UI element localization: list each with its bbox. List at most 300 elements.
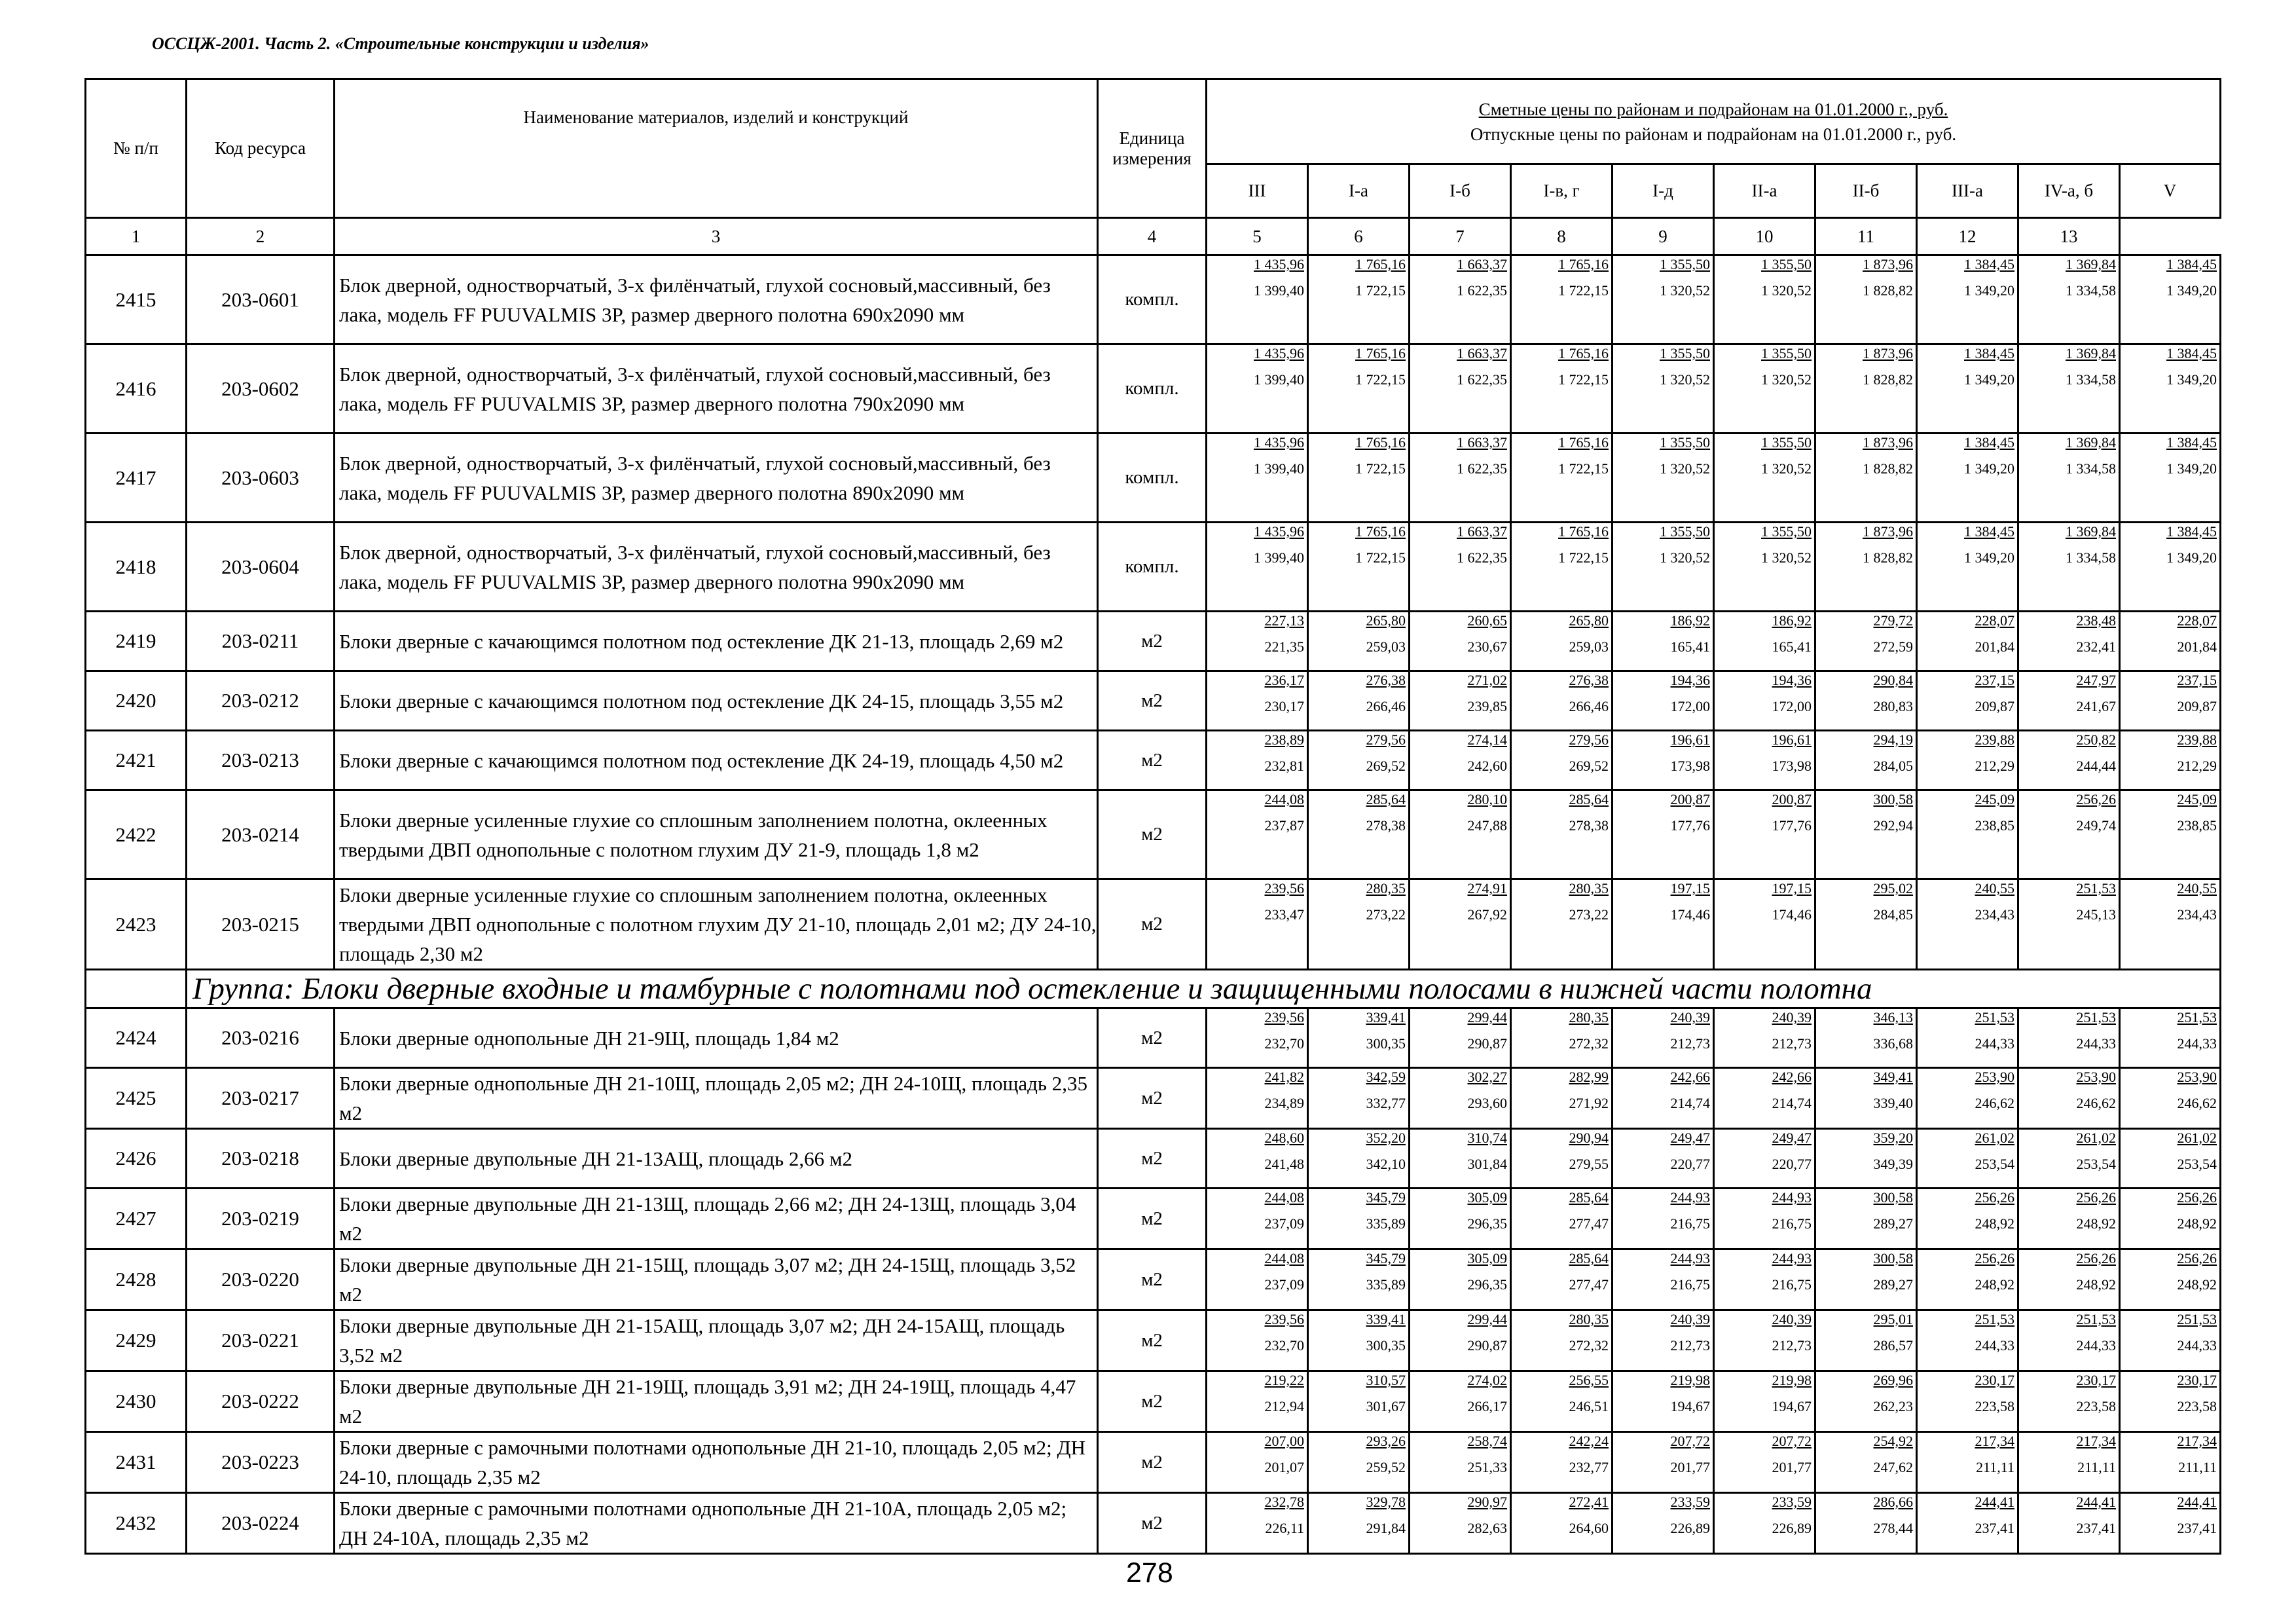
price-cell xyxy=(1207,344,1308,434)
price-cell xyxy=(2120,790,2221,879)
estimate-price: 295,01 xyxy=(1873,1311,1913,1327)
release-price: 253,54 xyxy=(2177,1156,2217,1172)
table-row xyxy=(86,1189,2221,1249)
estimate-price: 1 355,50 xyxy=(1761,434,1812,451)
estimate-price: 352,20 xyxy=(1366,1130,1406,1146)
estimate-price: 290,84 xyxy=(1873,672,1913,688)
estimate-price: 1 663,37 xyxy=(1457,345,1507,361)
price-cell xyxy=(1308,1008,1410,1068)
resource-code: 203-0217 xyxy=(187,1068,335,1129)
release-price: 1 320,52 xyxy=(1660,549,1710,566)
release-price: 253,54 xyxy=(1975,1156,2014,1172)
release-price: 234,89 xyxy=(1264,1095,1304,1111)
price-cell xyxy=(1511,671,1613,731)
release-price: 282,63 xyxy=(1467,1520,1507,1536)
estimate-price: 1 435,96 xyxy=(1254,434,1304,451)
estimate-price: 228,07 xyxy=(2177,612,2217,629)
item-name: Блок дверной, одностворчатый, 3-х филёнчатый, глухой сосновый,массивный, без лака, модель FF PUUVALMIS 3P, размер дверного полотна 890х2090 мм xyxy=(335,434,1098,523)
price-cell xyxy=(1613,731,1714,790)
estimate-price: 240,55 xyxy=(1975,880,2014,896)
resource-code: 203-0213 xyxy=(187,731,335,790)
region-header: I-б xyxy=(1410,164,1511,218)
release-price: 211,11 xyxy=(1976,1459,2014,1475)
row-number: 2426 xyxy=(86,1129,187,1189)
row-number: 2430 xyxy=(86,1371,187,1432)
release-price: 212,73 xyxy=(1670,1035,1710,1052)
price-cell xyxy=(1815,671,1917,731)
estimate-price: 256,55 xyxy=(1569,1372,1609,1388)
estimate-price: 349,41 xyxy=(1873,1069,1913,1085)
release-price: 237,09 xyxy=(1264,1215,1304,1232)
estimate-price: 256,26 xyxy=(1975,1250,2014,1266)
release-price: 237,41 xyxy=(2177,1520,2217,1536)
estimate-price: 253,90 xyxy=(1975,1069,2014,1085)
price-cell xyxy=(1308,790,1410,879)
estimate-price: 196,61 xyxy=(1772,731,1812,748)
estimate-price: 310,57 xyxy=(1366,1372,1406,1388)
price-cell xyxy=(1207,1432,1308,1493)
row-number: 2431 xyxy=(86,1432,187,1493)
release-price: 1 722,15 xyxy=(1558,282,1609,299)
col-header-num: № п/п xyxy=(86,79,187,218)
estimate-price: 1 384,45 xyxy=(2166,345,2217,361)
estimate-price: 1 384,45 xyxy=(1964,345,2014,361)
column-number: 9 xyxy=(1613,218,1714,255)
price-cell xyxy=(1613,523,1714,612)
price-cell xyxy=(1613,1432,1714,1493)
price-cell xyxy=(1917,879,2018,970)
price-cell xyxy=(1410,523,1511,612)
estimate-price: 1 765,16 xyxy=(1355,256,1406,272)
estimate-price: 280,10 xyxy=(1467,791,1507,807)
row-number: 2417 xyxy=(86,434,187,523)
price-cell xyxy=(1511,1371,1613,1432)
release-price: 1 320,52 xyxy=(1761,371,1812,388)
release-price: 194,67 xyxy=(1670,1398,1710,1414)
release-price: 244,33 xyxy=(2177,1035,2217,1052)
release-price: 1 828,82 xyxy=(1863,549,1913,566)
col-header-name: Наименование материалов, изделий и конструкций xyxy=(335,79,1098,218)
price-cell xyxy=(2120,1129,2221,1189)
release-price: 209,87 xyxy=(1975,698,2014,714)
estimate-price: 1 435,96 xyxy=(1254,345,1304,361)
price-cell xyxy=(1207,1310,1308,1371)
unit-of-measure: м2 xyxy=(1098,1008,1207,1068)
estimate-price: 272,41 xyxy=(1569,1494,1609,1510)
price-cell xyxy=(1815,1371,1917,1432)
price-cell xyxy=(1511,1432,1613,1493)
unit-of-measure: м2 xyxy=(1098,1493,1207,1554)
estimate-price: 1 765,16 xyxy=(1355,345,1406,361)
price-cell xyxy=(1410,790,1511,879)
price-cell xyxy=(1815,1432,1917,1493)
release-price: 246,62 xyxy=(1975,1095,2014,1111)
region-header: III-а xyxy=(1917,164,2018,218)
release-price: 267,92 xyxy=(1467,906,1507,923)
estimate-price: 207,72 xyxy=(1772,1433,1812,1449)
price-cell xyxy=(1308,255,1410,344)
release-price: 1 349,20 xyxy=(1964,460,2014,477)
release-price: 1 349,20 xyxy=(1964,549,2014,566)
price-cell xyxy=(1613,1068,1714,1129)
price-cell xyxy=(1815,731,1917,790)
price-cell xyxy=(1308,1371,1410,1432)
release-price: 238,85 xyxy=(2177,817,2217,834)
price-cell xyxy=(1207,434,1308,523)
estimate-price: 1 873,96 xyxy=(1863,434,1913,451)
release-price: 296,35 xyxy=(1467,1215,1507,1232)
price-cell xyxy=(1410,1432,1511,1493)
release-price: 293,60 xyxy=(1467,1095,1507,1111)
estimate-price: 239,56 xyxy=(1264,880,1304,896)
item-name: Блоки дверные усиленные глухие со сплошным заполнением полотна, оклеенных твердыми ДВП однопольные с полотном глухим ДУ 21-9, площадь 1,8 м2 xyxy=(335,790,1098,879)
release-price: 1 334,58 xyxy=(2066,460,2116,477)
price-cell xyxy=(1714,344,1815,434)
unit-of-measure: м2 xyxy=(1098,1068,1207,1129)
release-price: 214,74 xyxy=(1670,1095,1710,1111)
estimate-price: 251,53 xyxy=(2076,1311,2116,1327)
release-price: 251,33 xyxy=(1467,1459,1507,1475)
region-header: I-д xyxy=(1613,164,1714,218)
estimate-price: 217,34 xyxy=(2177,1433,2217,1449)
release-price: 290,87 xyxy=(1467,1337,1507,1354)
estimate-price: 256,26 xyxy=(2177,1250,2217,1266)
estimate-price: 228,07 xyxy=(1975,612,2014,629)
estimate-price: 1 384,45 xyxy=(1964,434,2014,451)
price-cell xyxy=(1917,523,2018,612)
estimate-price: 302,27 xyxy=(1467,1069,1507,1085)
resource-code: 203-0222 xyxy=(187,1371,335,1432)
price-cell xyxy=(1815,434,1917,523)
estimate-price: 342,59 xyxy=(1366,1069,1406,1085)
price-cell xyxy=(1207,1008,1308,1068)
price-cell xyxy=(1815,1008,1917,1068)
release-price: 1 722,15 xyxy=(1558,460,1609,477)
estimate-price: 1 355,50 xyxy=(1761,345,1812,361)
price-cell xyxy=(1613,1249,1714,1310)
price-cell xyxy=(1207,790,1308,879)
estimate-price: 260,65 xyxy=(1467,612,1507,629)
price-cell xyxy=(1207,879,1308,970)
estimate-price: 1 355,50 xyxy=(1761,523,1812,540)
column-number: 11 xyxy=(1815,218,1917,255)
price-cell xyxy=(1511,434,1613,523)
item-name: Блоки дверные двупольные ДН 21-13Щ, площадь 2,66 м2; ДН 24-13Щ, площадь 3,04 м2 xyxy=(335,1189,1098,1249)
item-name: Блоки дверные с качающимся полотном под остекление ДК 21-13, площадь 2,69 м2 xyxy=(335,612,1098,671)
estimate-price: 1 355,50 xyxy=(1660,523,1710,540)
prices-title-release: Отпускные цены по районам и подрайонам на 01.01.2000 г., руб. xyxy=(1470,124,1957,144)
release-price: 1 622,35 xyxy=(1457,371,1507,388)
estimate-price: 244,41 xyxy=(2076,1494,2116,1510)
row-number: 2423 xyxy=(86,879,187,970)
price-cell xyxy=(1613,1129,1714,1189)
estimate-price: 295,02 xyxy=(1873,880,1913,896)
price-cell xyxy=(1511,731,1613,790)
estimate-price: 1 873,96 xyxy=(1863,345,1913,361)
estimate-price: 282,99 xyxy=(1569,1069,1609,1085)
estimate-price: 200,87 xyxy=(1772,791,1812,807)
column-number: 1 xyxy=(86,218,187,255)
estimate-price: 269,96 xyxy=(1873,1372,1913,1388)
estimate-price: 310,74 xyxy=(1467,1130,1507,1146)
price-cell xyxy=(2018,1310,2120,1371)
release-price: 216,75 xyxy=(1772,1215,1812,1232)
unit-of-measure: м2 xyxy=(1098,1310,1207,1371)
price-cell xyxy=(1308,1129,1410,1189)
price-cell xyxy=(1917,1493,2018,1554)
release-price: 244,33 xyxy=(2076,1035,2116,1052)
estimate-price: 256,26 xyxy=(1975,1189,2014,1206)
release-price: 247,62 xyxy=(1873,1459,1913,1475)
release-price: 201,84 xyxy=(1975,638,2014,655)
estimate-price: 271,02 xyxy=(1467,672,1507,688)
table-row xyxy=(86,612,2221,671)
estimate-price: 245,09 xyxy=(1975,791,2014,807)
item-name: Блоки дверные с рамочными полотнами однопольные ДН 21-10А, площадь 2,05 м2; ДН 24-10А, площадь 2,35 м2 xyxy=(335,1493,1098,1554)
price-cell xyxy=(2018,255,2120,344)
estimate-price: 265,80 xyxy=(1569,612,1609,629)
estimate-price: 219,98 xyxy=(1772,1372,1812,1388)
price-cell xyxy=(1308,731,1410,790)
estimate-price: 254,92 xyxy=(1873,1433,1913,1449)
price-cell xyxy=(1613,1008,1714,1068)
release-price: 241,67 xyxy=(2076,698,2116,714)
release-price: 173,98 xyxy=(1670,758,1710,774)
group-title: Группа: Блоки дверные входные и тамбурные с полотнами под остекление и защищенными полосами в нижней части полотна xyxy=(187,970,2221,1008)
release-price: 259,03 xyxy=(1366,638,1406,655)
estimate-price: 346,13 xyxy=(1873,1009,1913,1025)
price-cell xyxy=(1917,1371,2018,1432)
price-cell xyxy=(2018,1432,2120,1493)
estimate-price: 186,92 xyxy=(1670,612,1710,629)
resource-code: 203-0215 xyxy=(187,879,335,970)
region-header: III xyxy=(1207,164,1308,218)
estimate-price: 240,39 xyxy=(1772,1311,1812,1327)
region-header: V xyxy=(2120,164,2221,218)
release-price: 1 320,52 xyxy=(1660,371,1710,388)
estimate-price: 1 435,96 xyxy=(1254,256,1304,272)
estimate-price: 197,15 xyxy=(1670,880,1710,896)
release-price: 284,05 xyxy=(1873,758,1913,774)
estimate-price: 286,66 xyxy=(1873,1494,1913,1510)
estimate-price: 242,66 xyxy=(1772,1069,1812,1085)
estimate-price: 293,26 xyxy=(1366,1433,1406,1449)
estimate-price: 251,53 xyxy=(2076,1009,2116,1025)
estimate-price: 245,09 xyxy=(2177,791,2217,807)
estimate-price: 241,82 xyxy=(1264,1069,1304,1085)
estimate-price: 230,17 xyxy=(2177,1372,2217,1388)
resource-code: 203-0211 xyxy=(187,612,335,671)
estimate-price: 240,39 xyxy=(1772,1009,1812,1025)
price-cell xyxy=(2120,1371,2221,1432)
release-price: 1 722,15 xyxy=(1355,460,1406,477)
release-price: 1 349,20 xyxy=(2166,282,2217,299)
row-number: 2418 xyxy=(86,523,187,612)
estimate-price: 1 765,16 xyxy=(1558,523,1609,540)
prices-title-estimate: Сметные цены по районам и подрайонам на 01.01.2000 г., руб. xyxy=(1478,99,1948,119)
table-row xyxy=(86,879,2221,970)
resource-code: 203-0219 xyxy=(187,1189,335,1249)
price-cell xyxy=(1308,671,1410,731)
price-cell xyxy=(1410,1493,1511,1554)
estimate-price: 251,53 xyxy=(2177,1311,2217,1327)
region-header: I-а xyxy=(1308,164,1410,218)
price-cell xyxy=(1511,879,1613,970)
release-price: 290,87 xyxy=(1467,1035,1507,1052)
price-cell xyxy=(1917,612,2018,671)
estimate-price: 251,53 xyxy=(2076,880,2116,896)
release-price: 226,11 xyxy=(1265,1520,1304,1536)
row-number: 2425 xyxy=(86,1068,187,1129)
price-cell xyxy=(1613,1493,1714,1554)
price-cell xyxy=(1815,1189,1917,1249)
price-cell xyxy=(1207,1068,1308,1129)
estimate-price: 1 765,16 xyxy=(1355,434,1406,451)
estimate-price: 261,02 xyxy=(1975,1130,2014,1146)
price-cell xyxy=(1917,790,2018,879)
table-row xyxy=(86,1371,2221,1432)
estimate-price: 244,08 xyxy=(1264,1189,1304,1206)
price-cell xyxy=(1613,1189,1714,1249)
unit-of-measure: компл. xyxy=(1098,344,1207,434)
estimate-price: 248,60 xyxy=(1264,1130,1304,1146)
estimate-price: 300,58 xyxy=(1873,1189,1913,1206)
estimate-price: 1 765,16 xyxy=(1558,434,1609,451)
table-row xyxy=(86,1249,2221,1310)
estimate-price: 256,26 xyxy=(2076,1250,2116,1266)
price-cell xyxy=(1714,1249,1815,1310)
unit-of-measure: м2 xyxy=(1098,1432,1207,1493)
estimate-price: 244,08 xyxy=(1264,1250,1304,1266)
release-price: 245,13 xyxy=(2076,906,2116,923)
release-price: 246,51 xyxy=(1569,1398,1609,1414)
price-cell xyxy=(1207,1371,1308,1432)
estimate-price: 1 765,16 xyxy=(1558,256,1609,272)
release-price: 237,41 xyxy=(2076,1520,2116,1536)
resource-code: 203-0214 xyxy=(187,790,335,879)
release-price: 277,47 xyxy=(1569,1215,1609,1232)
release-price: 1 399,40 xyxy=(1254,460,1304,477)
price-cell xyxy=(1714,1371,1815,1432)
release-price: 266,46 xyxy=(1569,698,1609,714)
release-price: 278,44 xyxy=(1873,1520,1913,1536)
table-row xyxy=(86,1493,2221,1554)
resource-code: 203-0604 xyxy=(187,523,335,612)
release-price: 177,76 xyxy=(1670,817,1710,834)
release-price: 214,74 xyxy=(1772,1095,1812,1111)
price-cell xyxy=(1917,344,2018,434)
release-price: 216,75 xyxy=(1670,1276,1710,1293)
release-price: 246,62 xyxy=(2076,1095,2116,1111)
estimate-price: 194,36 xyxy=(1670,672,1710,688)
estimate-price: 1 663,37 xyxy=(1457,523,1507,540)
price-cell xyxy=(2120,612,2221,671)
release-price: 289,27 xyxy=(1873,1215,1913,1232)
release-price: 339,40 xyxy=(1873,1095,1913,1111)
release-price: 1 399,40 xyxy=(1254,282,1304,299)
price-cell xyxy=(1207,1189,1308,1249)
release-price: 233,47 xyxy=(1264,906,1304,923)
price-cell xyxy=(2120,1008,2221,1068)
row-number: 2415 xyxy=(86,255,187,344)
estimate-price: 359,20 xyxy=(1873,1130,1913,1146)
estimate-price: 256,26 xyxy=(2076,791,2116,807)
price-cell xyxy=(2018,523,2120,612)
price-cell xyxy=(1714,731,1815,790)
estimate-price: 232,78 xyxy=(1264,1494,1304,1510)
price-cell xyxy=(2120,1493,2221,1554)
estimate-price: 236,17 xyxy=(1264,672,1304,688)
price-cell xyxy=(2018,1371,2120,1432)
release-price: 349,39 xyxy=(1873,1156,1913,1172)
price-cell xyxy=(1511,523,1613,612)
price-cell xyxy=(1815,612,1917,671)
unit-of-measure: м2 xyxy=(1098,671,1207,731)
release-price: 244,33 xyxy=(1975,1337,2014,1354)
release-price: 165,41 xyxy=(1670,638,1710,655)
estimate-price: 1 369,84 xyxy=(2066,523,2116,540)
price-cell xyxy=(2120,434,2221,523)
row-number: 2428 xyxy=(86,1249,187,1310)
estimate-price: 194,36 xyxy=(1772,672,1812,688)
release-price: 300,35 xyxy=(1366,1337,1406,1354)
estimate-price: 250,82 xyxy=(2076,731,2116,748)
estimate-price: 238,89 xyxy=(1264,731,1304,748)
price-cell xyxy=(1815,523,1917,612)
column-number: 10 xyxy=(1714,218,1815,255)
estimate-price: 219,98 xyxy=(1670,1372,1710,1388)
price-cell xyxy=(1917,1068,2018,1129)
estimate-price: 274,91 xyxy=(1467,880,1507,896)
release-price: 212,29 xyxy=(1975,758,2014,774)
estimate-price: 345,79 xyxy=(1366,1250,1406,1266)
estimate-price: 244,93 xyxy=(1772,1250,1812,1266)
estimate-price: 244,93 xyxy=(1772,1189,1812,1206)
price-cell xyxy=(1917,731,2018,790)
col-header-code: Код ресурса xyxy=(187,79,335,218)
estimate-price: 1 765,16 xyxy=(1558,345,1609,361)
release-price: 232,81 xyxy=(1264,758,1304,774)
release-price: 201,77 xyxy=(1670,1459,1710,1475)
estimate-price: 1 369,84 xyxy=(2066,434,2116,451)
price-cell xyxy=(1308,523,1410,612)
price-cell xyxy=(2018,731,2120,790)
price-cell xyxy=(1410,434,1511,523)
row-number: 2420 xyxy=(86,671,187,731)
estimate-price: 253,90 xyxy=(2076,1069,2116,1085)
release-price: 242,60 xyxy=(1467,758,1507,774)
release-price: 262,23 xyxy=(1873,1398,1913,1414)
estimate-price: 290,94 xyxy=(1569,1130,1609,1146)
price-cell xyxy=(2018,434,2120,523)
release-price: 174,46 xyxy=(1772,906,1812,923)
estimate-price: 265,80 xyxy=(1366,612,1406,629)
release-price: 237,09 xyxy=(1264,1276,1304,1293)
release-price: 248,92 xyxy=(1975,1215,2014,1232)
estimate-price: 274,02 xyxy=(1467,1372,1507,1388)
column-number: 2 xyxy=(187,218,335,255)
price-cell xyxy=(1714,523,1815,612)
price-cell xyxy=(2120,671,2221,731)
estimate-price: 258,74 xyxy=(1467,1433,1507,1449)
unit-of-measure: м2 xyxy=(1098,1189,1207,1249)
estimate-price: 237,15 xyxy=(1975,672,2014,688)
estimate-price: 279,72 xyxy=(1873,612,1913,629)
column-number: 5 xyxy=(1207,218,1308,255)
item-name: Блоки дверные двупольные ДН 21-15АЩ, площадь 3,07 м2; ДН 24-15АЩ, площадь 3,52 м2 xyxy=(335,1310,1098,1371)
price-cell xyxy=(1714,255,1815,344)
estimate-price: 280,35 xyxy=(1569,1311,1609,1327)
